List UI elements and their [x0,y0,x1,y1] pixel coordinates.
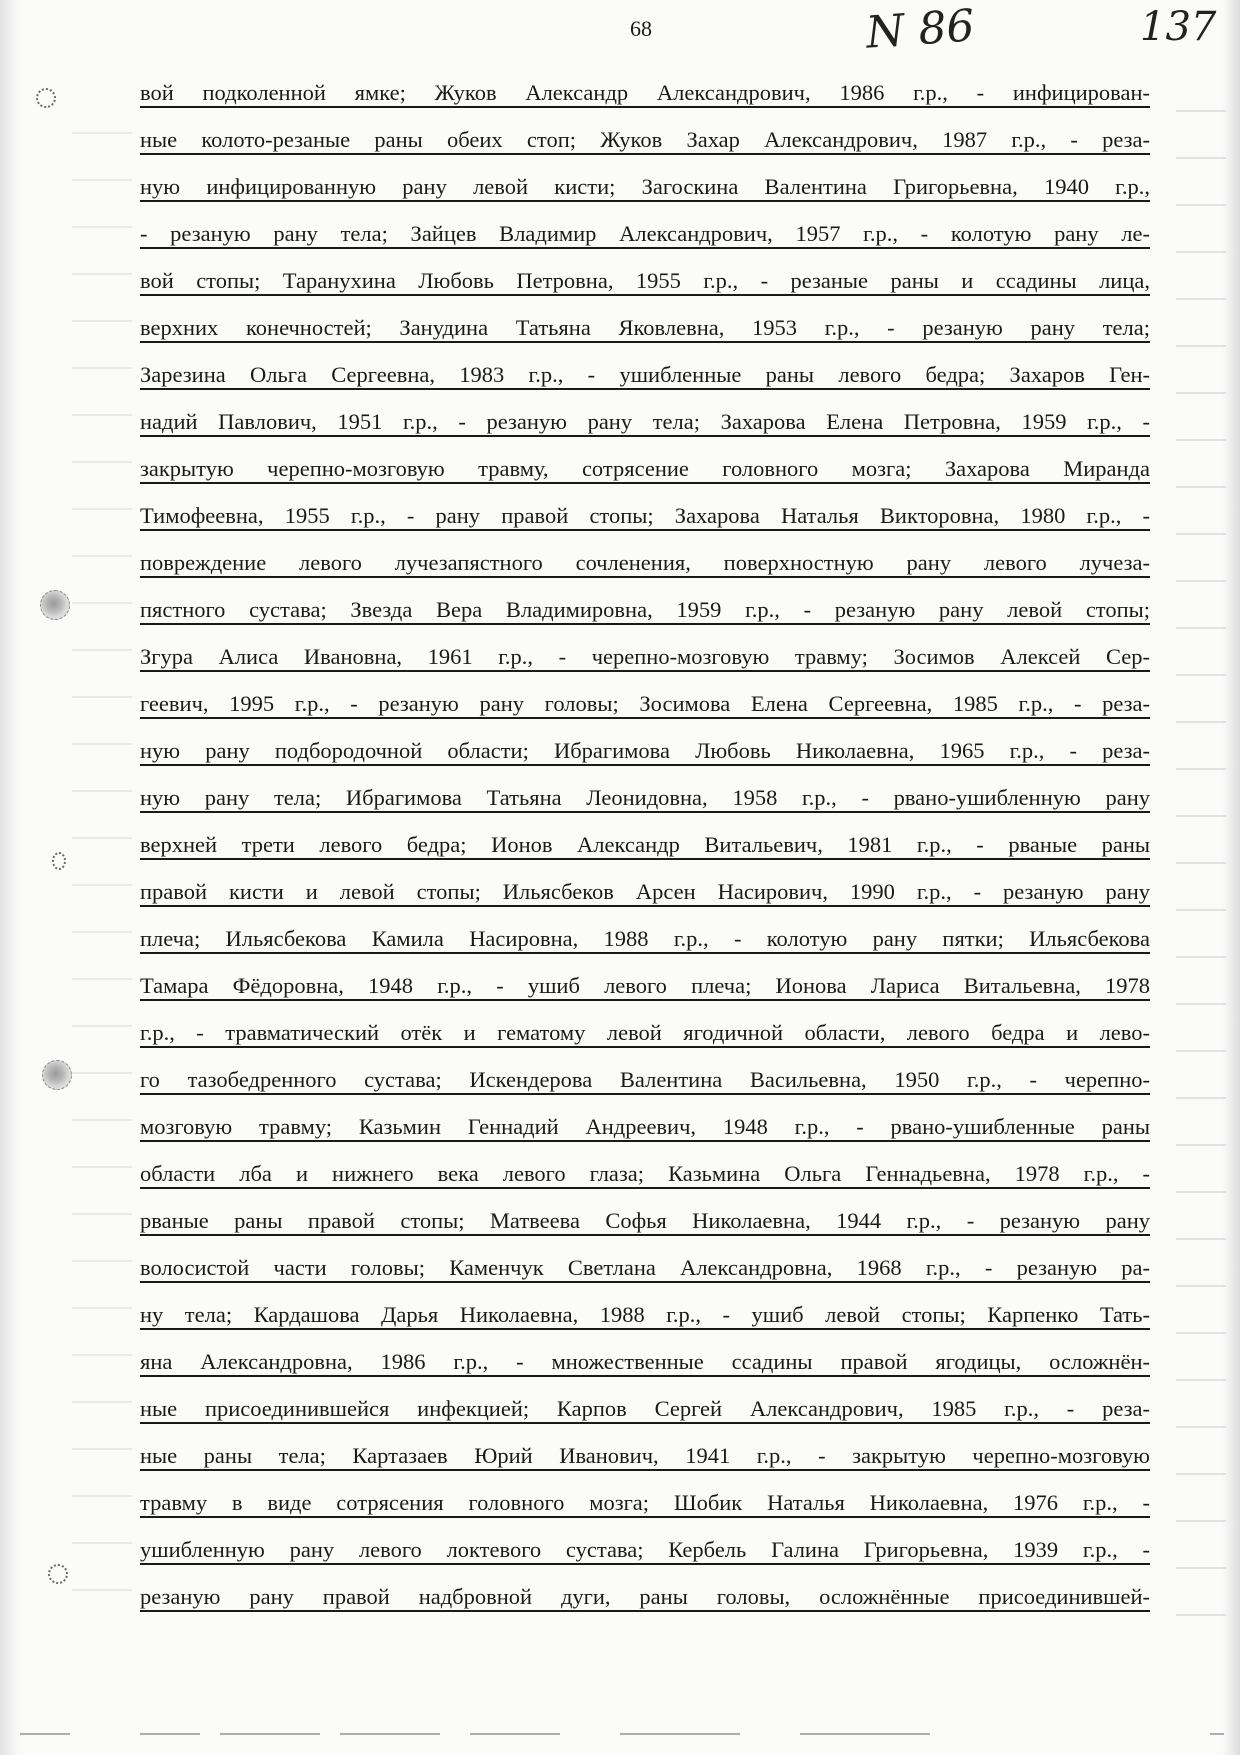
text-line: закрытую черепно-мозговую травму, сотрясение головного мозга; Захарова Миранда [140,456,1150,481]
text-line: мозговую травму; Казьмин Геннадий Андреевич, 1948 г.р., - рвано-ушибленные раны [140,1114,1150,1139]
punch-hole-mark [52,852,66,870]
text-line: вой стопы; Таранухина Любовь Петровна, 1955 г.р., - резаные раны и ссадины лица, [140,268,1150,293]
text-line: травму в виде сотрясения головного мозга; Шобик Наталья Николаевна, 1976 г.р., - [140,1490,1150,1515]
text-line: резаную рану правой надбровной дуги, раны головы, осложнённые присоединившей- [140,1584,1150,1609]
bleed-through-lines-left [72,100,132,1600]
scan-left-edge-shadow [0,0,22,1755]
text-line: повреждение левого лучезапястного сочленения, поверхностную рану левого лучеза- [140,550,1150,575]
text-line: ные колото-резаные раны обеих стоп; Жуков Захар Александрович, 1987 г.р., - реза- [140,127,1150,152]
text-line: ную рану подбородочной области; Ибрагимова Любовь Николаевна, 1965 г.р., - реза- [140,738,1150,763]
punch-hole-mark [48,1564,68,1584]
text-line: г.р., - травматический отёк и гематому левой ягодичной области, левого бедра и лево- [140,1020,1150,1045]
text-line: ну тела; Кардашова Дарья Николаевна, 1988 г.р., - ушиб левой стопы; Карпенко Тать- [140,1302,1150,1327]
handwritten-sheet-number: 137 [1140,4,1217,50]
text-line: верхних конечностей; Занудина Татьяна Яковлевна, 1953 г.р., - резаную рану тела; [140,315,1150,340]
text-line: пястного сустава; Звезда Вера Владимировна, 1959 г.р., - резаную рану левой стопы; [140,597,1150,622]
text-line: - резаную рану тела; Зайцев Владимир Александрович, 1957 г.р., - колотую рану ле- [140,221,1150,246]
body-text [140,72,1150,1623]
punch-hole-mark [36,88,56,108]
text-line: ную инфицированную рану левой кисти; Загоскина Валентина Григорьевна, 1940 г.р., [140,174,1150,199]
punch-hole-mark [42,1060,72,1090]
punch-hole-mark [40,590,70,620]
bleed-through-lines-right [1176,80,1226,1620]
text-line: области лба и нижнего века левого глаза; Казьмина Ольга Геннадьевна, 1978 г.р., - [140,1161,1150,1186]
text-line: геевич, 1995 г.р., - резаную рану головы; Зосимова Елена Сергеевна, 1985 г.р., - реза- [140,691,1150,716]
text-line: ушибленную рану левого локтевого сустава; Кербель Галина Григорьевна, 1939 г.р., - [140,1537,1150,1562]
text-line: волосистой части головы; Каменчук Светлана Александровна, 1968 г.р., - резаную ра- [140,1255,1150,1280]
text-line: верхней трети левого бедра; Ионов Александр Витальевич, 1981 г.р., - рваные раны [140,832,1150,857]
handwritten-document-number: N 86 [864,0,977,59]
text-line: рваные раны правой стопы; Матвеева Софья Николаевна, 1944 г.р., - резаную рану [140,1208,1150,1233]
text-line: яна Александровна, 1986 г.р., - множественные ссадины правой ягодицы, осложнён- [140,1349,1150,1374]
text-line: Тамара Фёдоровна, 1948 г.р., - ушиб левого плеча; Ионова Лариса Витальевна, 1978 [140,973,1150,998]
text-line: надий Павлович, 1951 г.р., - резаную рану тела; Захарова Елена Петровна, 1959 г.р., - [140,409,1150,434]
page-number: 68 [630,16,652,41]
text-line: го тазобедренного сустава; Искендерова Валентина Васильевна, 1950 г.р., - черепно- [140,1067,1150,1092]
scan-bottom-edge-marks [0,1733,1240,1739]
text-line: Згура Алиса Ивановна, 1961 г.р., - черепно-мозговую травму; Зосимов Алексей Сер- [140,644,1150,669]
text-line: Тимофеевна, 1955 г.р., - рану правой стопы; Захарова Наталья Викторовна, 1980 г.р., - [140,503,1150,528]
text-line: плеча; Ильясбекова Камила Насировна, 1988 г.р., - колотую рану пятки; Ильясбекова [140,926,1150,951]
text-line: ные присоединившейся инфекцией; Карпов Сергей Александрович, 1985 г.р., - реза- [140,1396,1150,1421]
text-line: вой подколенной ямке; Жуков Александр Александрович, 1986 г.р., - инфицирован- [140,80,1150,105]
text-line: правой кисти и левой стопы; Ильясбеков Арсен Насирович, 1990 г.р., - резаную рану [140,879,1150,904]
text-line: ные раны тела; Картазаев Юрий Иванович, 1941 г.р., - закрытую черепно-мозговую [140,1443,1150,1468]
text-line: Зарезина Ольга Сергеевна, 1983 г.р., - ушибленные раны левого бедра; Захаров Ген- [140,362,1150,387]
text-line: ную рану тела; Ибрагимова Татьяна Леонидовна, 1958 г.р., - рвано-ушибленную рану [140,785,1150,810]
